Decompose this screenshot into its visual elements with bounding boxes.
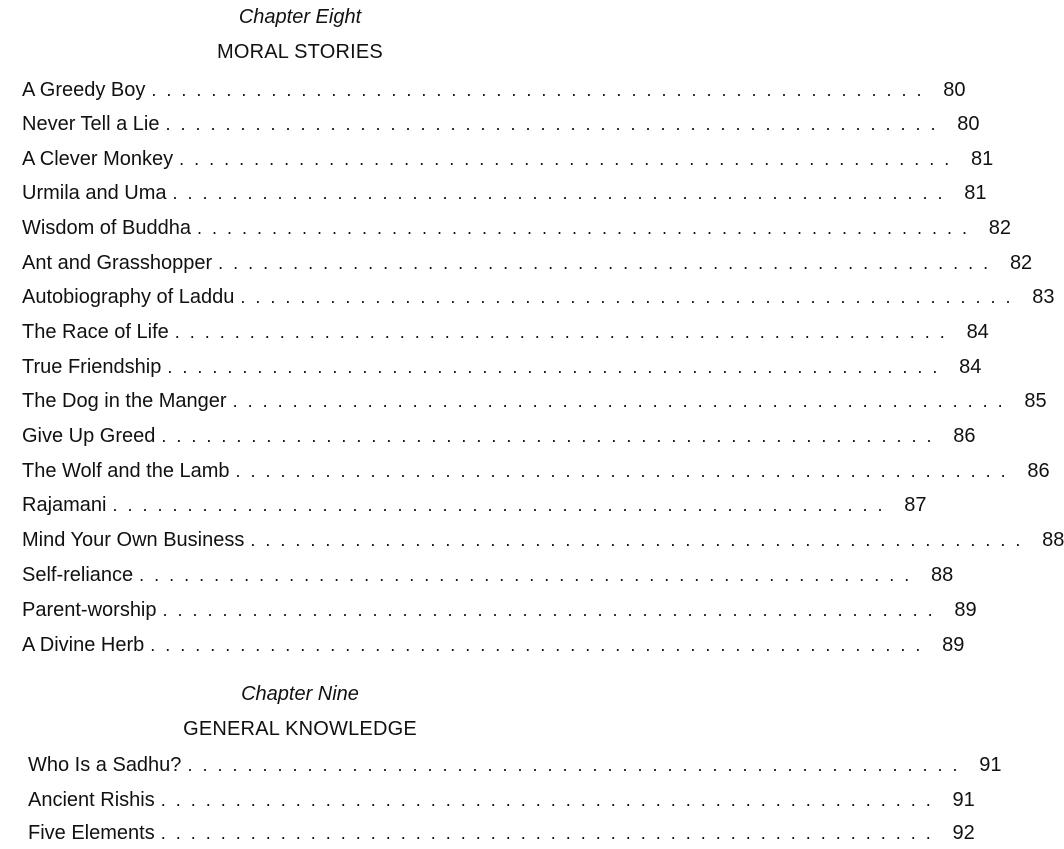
toc-entry-page: 84 [959,356,982,378]
toc-entry [22,145,994,173]
dot-leader: .................................................... [160,823,941,843]
toc-entry-title: A Greedy Boy [22,79,146,101]
dot-leader: .................................................... [218,253,999,273]
toc-entry-title: Who Is a Sadhu? [28,754,182,776]
toc-entry-title: True Friendship [22,356,162,378]
toc-entry-title: Five Elements [28,822,155,844]
toc-entry [22,110,980,138]
toc-entry-title: Ancient Rishis [28,789,155,811]
toc-entry-page: 81 [970,148,994,170]
toc-entry-page: 82 [1009,252,1033,274]
toc-entry-title: The Race of Life [22,321,169,343]
toc-entry [22,318,989,346]
dot-leader: .................................................... [187,755,968,775]
dot-leader: .................................................... [196,218,978,238]
toc-entry [22,561,954,589]
dot-leader: .................................................... [165,114,946,134]
toc-entry [22,353,982,381]
toc-entry-page: 91 [979,754,1002,776]
toc-entry [22,76,966,104]
toc-entry [22,249,1033,277]
toc-entry-page: 84 [966,321,989,343]
toc-entry [22,214,1012,242]
toc-entry-title: Rajamani [22,494,107,516]
toc-entry-page: 86 [1027,460,1050,482]
toc-entry-title: Never Tell a Lie [22,113,160,135]
toc-entry [22,422,976,450]
dot-leader: .................................................... [235,461,1016,481]
toc-entry-page: 82 [988,217,1012,239]
chapter-title: GENERAL KNOWLEDGE [183,718,417,740]
toc-entry-title: Mind Your Own Business [22,529,245,551]
toc-entry-page: 89 [942,634,965,656]
toc-entry-page: 83 [1032,286,1055,308]
toc-entry-title: Give Up Greed [22,425,156,447]
toc-entry-page: 91 [952,789,975,811]
dot-leader: .................................................... [167,357,948,377]
toc-entry [22,179,987,207]
dot-leader: .................................................... [160,790,941,810]
toc-entry [22,491,927,519]
chapter-label: Chapter Nine [241,683,359,705]
toc-entry [28,819,975,847]
toc-entry-page: 86 [953,425,976,447]
toc-entry-page: 89 [954,599,977,621]
toc-entry-title: Urmila and Uma [22,182,167,204]
dot-leader: .................................................... [150,635,931,655]
toc-entry [22,387,1047,415]
toc-entry-page: 81 [964,182,987,204]
dot-leader: .................................................... [174,322,955,342]
dot-leader: .................................................... [172,183,953,203]
toc-entry-title: Wisdom of Buddha [22,217,191,239]
toc-entry [22,526,1064,554]
toc-entry-page: 80 [943,79,966,101]
dot-leader: .................................................... [162,600,943,620]
toc-entry-title: The Dog in the Manger [22,390,227,412]
dot-leader: .................................................... [161,426,942,446]
toc-entry-title: Ant and Grasshopper [22,252,213,274]
toc-entry [22,596,977,624]
toc-entry [22,631,965,659]
toc-entry [28,786,975,814]
toc-entry [22,457,1050,485]
dot-leader: .................................................... [232,391,1013,411]
toc-entry-page: 85 [1024,390,1047,412]
toc-entry-title: Parent-worship [22,599,157,621]
chapter-title: MORAL STORIES [217,41,383,63]
toc-entry-page: 87 [904,494,927,516]
dot-leader: .................................................... [151,80,932,100]
dot-leader: .................................................... [139,565,920,585]
toc-entry [28,751,1002,779]
toc-entry-title: A Clever Monkey [22,148,174,170]
dot-leader: .................................................... [179,149,960,169]
toc-entry-title: The Wolf and the Lamb [22,460,230,482]
toc-entry [22,283,1055,311]
toc-entry-title: A Divine Herb [22,634,145,656]
dot-leader: .................................................... [250,530,1031,550]
toc-entry-page: 92 [952,822,975,844]
toc-entry-title: Self-reliance [22,564,134,586]
toc-entry-page: 88 [1042,529,1064,551]
dot-leader: .................................................... [112,495,893,515]
dot-leader: .................................................... [240,287,1021,307]
toc-entry-page: 88 [930,564,954,586]
chapter-label: Chapter Eight [238,6,362,28]
toc-entry-page: 80 [957,113,980,135]
toc-entry-title: Autobiography of Laddu [22,286,235,308]
